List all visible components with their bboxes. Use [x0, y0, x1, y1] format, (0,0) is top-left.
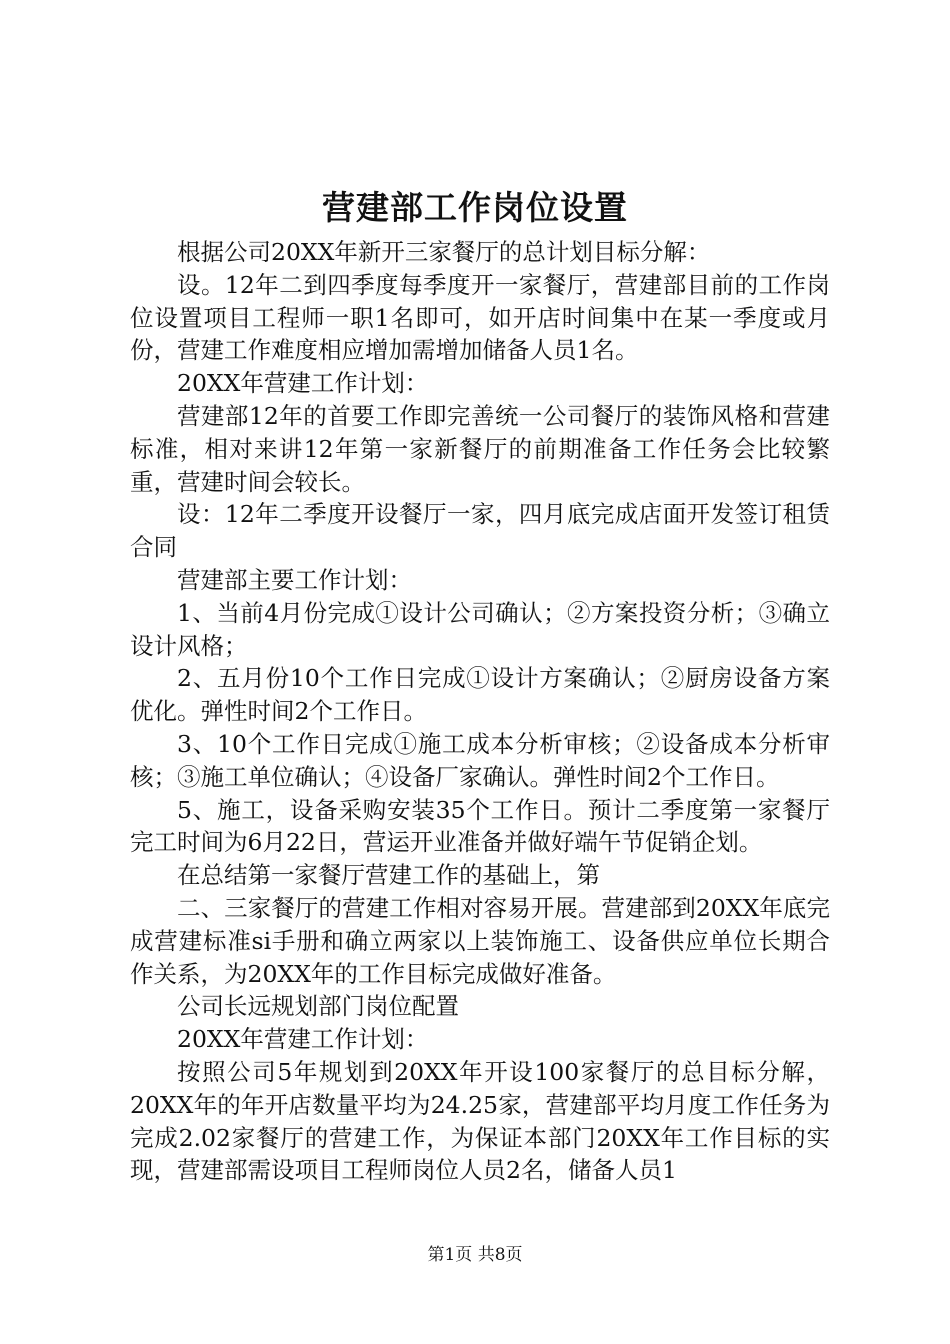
document-title: 营建部工作岗位设置 [322, 188, 628, 227]
paragraph: 5、施工，设备采购安装35个工作日。预计二季度第一家餐厅完工时间为6月22日，营运开业准备并做好端午节促销企划。 [130, 795, 830, 857]
paragraph: 营建部主要工作计划： [177, 565, 412, 594]
paragraph: 二、三家餐厅的营建工作相对容易开展。营建部到20XX年底完成营建标准si手册和确立两家以上装饰施工、设备供应单位长期合作关系，为20XX年的工作目标完成做好准备。 [130, 893, 830, 988]
paragraph: 3、10个工作日完成①施工成本分析审核；②设备成本分析审核；③施工单位确认；④设备厂家确认。弹性时间2个工作日。 [130, 729, 830, 791]
paragraph: 按照公司5年规划到20XX年开设100家餐厅的总目标分解，20XX年的年开店数量平均为24.25家，营建部平均月度工作任务为完成2.02家餐厅的营建工作，为保证本部门20XX年工作目标的实现，营建部需设项目工程师岗位人员2名，储备人员1 [130, 1057, 830, 1185]
page-footer: 第1页 共8页 [427, 1245, 523, 1265]
paragraph: 1、当前4月份完成①设计公司确认；②方案投资分析；③确立设计风格； [130, 598, 830, 660]
paragraph: 20XX年营建工作计划： [177, 369, 429, 398]
paragraph: 20XX年营建工作计划： [177, 1025, 429, 1054]
paragraph: 根据公司20XX年新开三家餐厅的总计划目标分解： [177, 238, 711, 266]
paragraph: 在总结第一家餐厅营建工作的基础上，第 [177, 861, 600, 890]
document-body [130, 236, 830, 1187]
paragraph: 营建部12年的首要工作即完善统一公司餐厅的装饰风格和营建标准，相对来讲12年第一家新餐厅的前期准备工作任务会比较繁重，营建时间会较长。 [130, 401, 830, 496]
paragraph: 设。12年二到四季度每季度开一家餐厅，营建部目前的工作岗位设置项目工程师一职1名即可，如开店时间集中在某一季度或月份，营建工作难度相应增加需增加储备人员1名。 [130, 270, 830, 365]
paragraph: 设：12年二季度开设餐厅一家，四月底完成店面开发签订租赁合同 [130, 500, 830, 562]
paragraph: 2、五月份10个工作日完成①设计方案确认；②厨房设备方案优化。弹性时间2个工作日。 [130, 664, 830, 726]
paragraph: 公司长远规划部门岗位配置 [177, 992, 459, 1021]
